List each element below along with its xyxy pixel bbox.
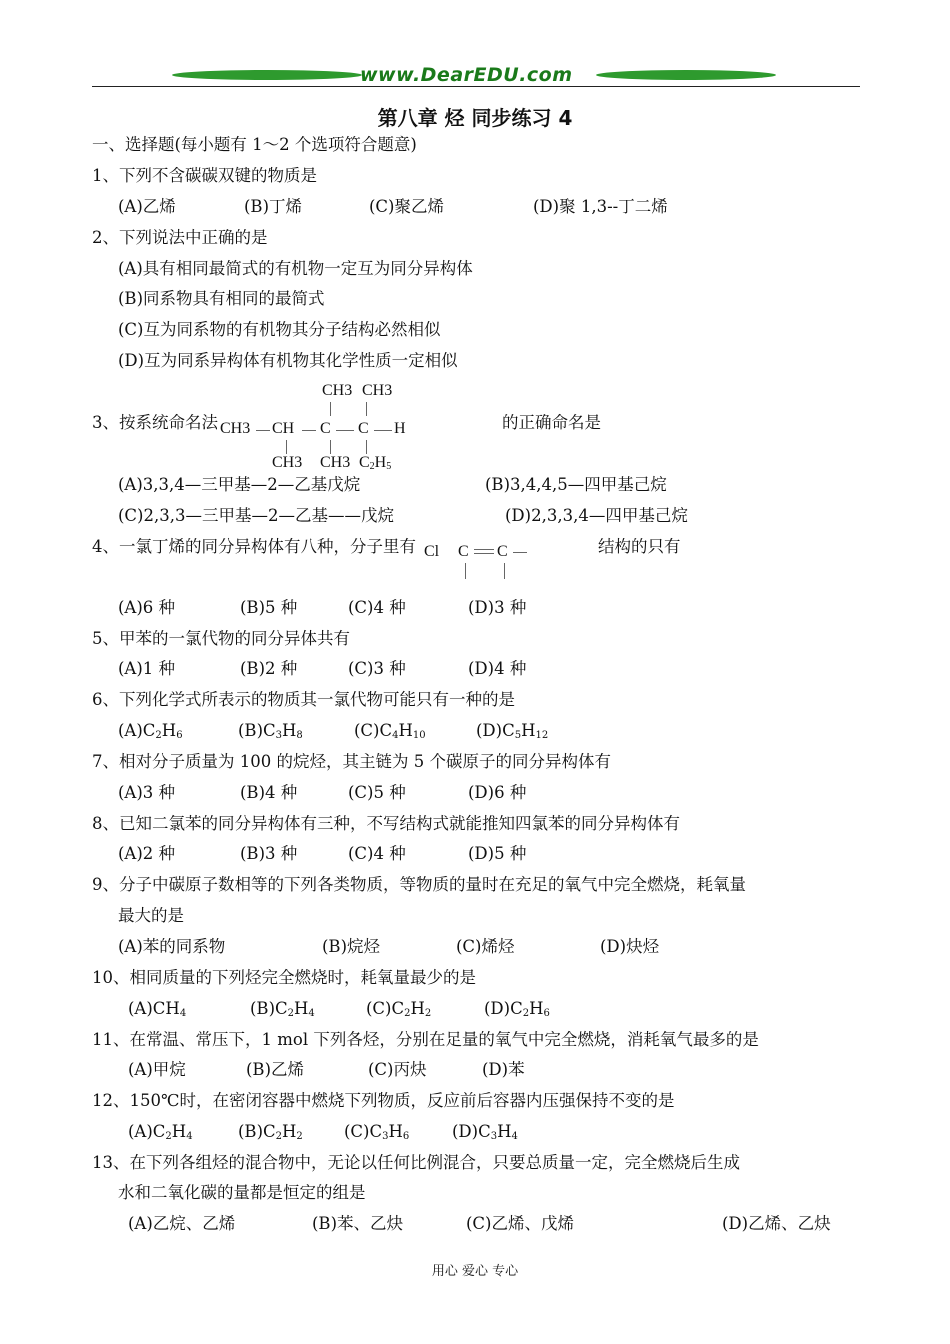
question-11: 11、在常温、常压下，1 mol 下列各烃，分别在足量的氧气中完全燃烧，消耗氧气最多的是 — [92, 1030, 759, 1049]
q8-option-b: (B)3 种 — [240, 844, 298, 863]
q3-option-d: (D)2,3,3,4—四甲基己烷 — [505, 506, 688, 525]
question-6: 6、下列化学式所表示的物质其一氯代物可能只有一种的是 — [92, 690, 515, 709]
q8-option-d: (D)5 种 — [468, 844, 527, 863]
q2-option-a: (A)具有相同最简式的有机物一定互为同分异构体 — [118, 259, 473, 278]
q11-option-b: (B)乙烯 — [246, 1060, 304, 1079]
q4-option-d: (D)3 种 — [468, 598, 527, 617]
section-heading: 一、选择题(每小题有 1～2 个选项符合题意) — [92, 135, 417, 154]
q4-option-b: (B)5 种 — [240, 598, 298, 617]
page-title: 第八章 烃 同步练习 4 — [377, 106, 573, 130]
q13-option-d: (D)乙烯、乙炔 — [722, 1214, 831, 1233]
q13-option-b: (B)苯、乙炔 — [312, 1214, 403, 1233]
q12-option-c: $(C)C_3H_6$ — [344, 1122, 410, 1142]
q7-option-a: (A)3 种 — [118, 783, 176, 802]
question-3: 3、按系统命名法 — [92, 413, 218, 432]
q9-option-a: (A)苯的同系物 — [118, 937, 226, 956]
q5-option-c: (C)3 种 — [348, 659, 406, 678]
q2-option-b: (B)同系物具有相同的最简式 — [118, 289, 325, 308]
q9-option-b: (B)烷烃 — [322, 937, 380, 956]
question-7: 7、相对分子质量为 100 的烷烃，其主链为 5 个碳原子的同分异构体有 — [92, 752, 611, 771]
question-12: 12、150℃时，在密闭容器中燃烧下列物质，反应前后容器内压强保持不变的是 — [92, 1091, 675, 1110]
q1-option-a: (A)乙烯 — [118, 197, 176, 216]
q12-option-d: $(D)C_3H_4$ — [452, 1122, 518, 1142]
question-9-cont: 最大的是 — [118, 906, 184, 925]
q10-option-d: $(D)C_2H_6$ — [484, 999, 550, 1019]
q1-option-b: (B)丁烯 — [244, 197, 302, 216]
q6-option-d: $(D)C_5H_{12}$ — [476, 721, 549, 741]
q10-option-a: $(A)CH_4$ — [128, 999, 187, 1019]
q9-option-c: (C)烯烃 — [456, 937, 515, 956]
question-1: 1、下列不含碳碳双键的物质是 — [92, 166, 317, 185]
q2-option-d: (D)互为同系异构体有机物其化学性质一定相似 — [118, 351, 458, 370]
q13-option-c: (C)乙烯、戊烯 — [466, 1214, 574, 1233]
q8-option-c: (C)4 种 — [348, 844, 406, 863]
q1-option-c: (C)聚乙烯 — [369, 197, 444, 216]
question-9: 9、分子中碳原子数相等的下列各类物质，等物质的量时在充足的氧气中完全燃烧，耗氧量 — [92, 875, 746, 894]
question-4-tail: 结构的只有 — [598, 537, 681, 556]
question-8: 8、已知二氯苯的同分异构体有三种，不写结构式就能推知四氯苯的同分异构体有 — [92, 814, 680, 833]
q6-option-a: $(A)C_2H_6$ — [118, 721, 183, 741]
q13-option-a: (A)乙烷、乙烯 — [128, 1214, 236, 1233]
q5-option-d: (D)4 种 — [468, 659, 527, 678]
q4-option-c: (C)4 种 — [348, 598, 406, 617]
q7-option-c: (C)5 种 — [348, 783, 406, 802]
q6-option-b: $(B)C_3H_8$ — [238, 721, 303, 741]
q3-option-a: (A)3,3,4—三甲基—2—乙基戊烷 — [118, 475, 361, 494]
q12-option-a: $(A)C_2H_4$ — [128, 1122, 193, 1142]
question-13-cont: 水和二氧化碳的量都是恒定的组是 — [118, 1183, 366, 1202]
q2-option-c: (C)互为同系物的有机物其分子结构必然相似 — [118, 320, 441, 339]
q4-option-a: (A)6 种 — [118, 598, 176, 617]
q1-option-d: (D)聚 1,3--丁二烯 — [533, 197, 668, 216]
site-logo: www.DearEDU.com — [360, 64, 573, 86]
question-3-tail: 的正确命名是 — [502, 413, 601, 432]
q3-option-b: (B)3,4,4,5—四甲基己烷 — [485, 475, 667, 494]
header-rule — [92, 86, 860, 87]
left-leaf-decoration — [172, 70, 362, 80]
question-10: 10、相同质量的下列烃完全燃烧时，耗氧量最少的是 — [92, 968, 476, 987]
q5-option-a: (A)1 种 — [118, 659, 176, 678]
q9-option-d: (D)炔烃 — [600, 937, 660, 956]
q7-option-d: (D)6 种 — [468, 783, 527, 802]
q7-option-b: (B)4 种 — [240, 783, 298, 802]
q11-option-d: (D)苯 — [482, 1060, 525, 1079]
q11-option-a: (A)甲烷 — [128, 1060, 186, 1079]
q8-option-a: (A)2 种 — [118, 844, 176, 863]
question-13: 13、在下列各组烃的混合物中，无论以任何比例混合，只要总质量一定，完全燃烧后生成 — [92, 1153, 740, 1172]
q10-option-b: $(B)C_2H_4$ — [250, 999, 315, 1019]
right-leaf-decoration — [596, 70, 776, 80]
document-page: www.DearEDU.com 第八章 烃 同步练习 4 一、选择题(每小题有 1～2 个选项符合题意) 1、下列不含碳碳双键的物质是 (A)乙烯 (B)丁烯 (C)聚乙烯 (D)聚 1,3--丁二烯 2、下列说法中正确的是 (A)具有相同最简式的有机物一定互为同分异构体 (B)同系物具有相同的最简式 (C)互为同系物的有机物其分子结构必然相似 (D)互为同系异构体有机物其化学性质一定相似 3、按系统命名法 的正确命名是 CH3 CH3 CH3 CH C C H CH3 CH3 $C_2H_5$ (A)3,3,4—三甲基—2—乙基戊烷 (B)3,4,4,5—四甲基己烷 (C)2,3,3—三甲基—2—乙基——戊烷 (D)2,3,3,4—四甲基己烷 4、一氯丁烯的同分异构体有八种，分子里有 结构的只有 Cl C C (A)6 种 (B)5 种 (C)4 种 (D)3 种 5、甲苯的一氯代物的同分异体共有 (A)1 种 (B)2 种 (C)3 种 (D)4 种 6、下列化学式所表示的物质其一氯代物可能只有一种的是 $(A)C_2H_6$ $(B)C_3H_8$ $(C)C_4H_{10}$ $(D)C_5H_{12}$ 7、相对分子质量为 100 的烷烃，其主链为 5 个碳原子的同分异构体有 (A)3 种 (B)4 种 (C)5 种 (D)6 种 8、已知二氯苯的同分异构体有三种，不写结构式就能推知四氯苯的同分异构体有 (A)2 种 (B)3 种 (C)4 种 (D)5 种 9、分子中碳原子数相等的下列各类物质，等物质的量时在充足的氧气中完全燃烧，耗氧量 最大的是 (A)苯的同系物 (B)烷烃 (C)烯烃 (D)炔烃 10、相同质量的下列烃完全燃烧时，耗氧量最少的是 $(A)CH_4$ $(B)C_2H_4$ $(C)C_2H_2$ $(D)C_2H_6$ 11、在常温、常压下，1 mol 下列各烃，分别在足量的氧气中完全燃烧，消耗氧气最多的是 (A)甲烷 (B)乙烯 (C)丙炔 (D)苯 12、150℃时，在密闭容器中燃烧下列物质，反应前后容器内压强保持不变的是 $(A)C_2H_4$ $(B)C_2H_2$ $(C)C_3H_6$ $(D)C_3H_4$ 13、在下列各组烃的混合物中，无论以任何比例混合，只要总质量一定，完全燃烧后生成 水和二氧化碳的量都是恒定的组是 (A)乙烷、乙烯 (B)苯、乙炔 (C)乙烯、戊烯 (D)乙烯、乙炔 用心 爱心 专心 — [0, 0, 950, 1344]
q3-option-c: (C)2,3,3—三甲基—2—乙基——戊烷 — [118, 506, 394, 525]
q6-option-c: $(C)C_4H_{10}$ — [354, 721, 426, 741]
q12-option-b: $(B)C_2H_2$ — [238, 1122, 303, 1142]
page-footer: 用心 爱心 专心 — [431, 1264, 519, 1279]
question-2: 2、下列说法中正确的是 — [92, 228, 268, 247]
question-5: 5、甲苯的一氯代物的同分异体共有 — [92, 629, 350, 648]
q11-option-c: (C)丙炔 — [368, 1060, 427, 1079]
q10-option-c: $(C)C_2H_2$ — [366, 999, 432, 1019]
q5-option-b: (B)2 种 — [240, 659, 298, 678]
question-4: 4、一氯丁烯的同分异构体有八种，分子里有 — [92, 537, 416, 556]
